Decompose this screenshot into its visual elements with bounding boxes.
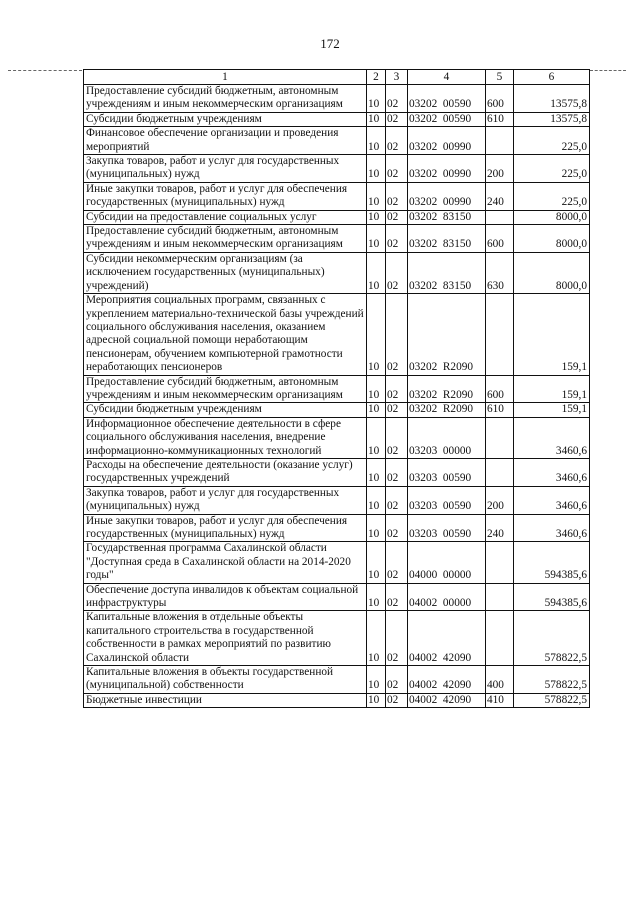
budget-table xyxy=(83,69,590,708)
table-row xyxy=(84,85,590,113)
target-article-cell: 04002 00000 xyxy=(408,583,486,611)
description-cell: Расходы на обеспечение деятельности (оказание услуг) государственных учреждений xyxy=(84,458,367,486)
table-row xyxy=(84,514,590,542)
description-cell: Субсидии бюджетным учреждениям xyxy=(84,403,367,417)
amount-cell: 225,0 xyxy=(514,155,590,183)
target-article-cell: 04002 42090 xyxy=(408,611,486,666)
target-article-cell: 03203 00590 xyxy=(408,458,486,486)
section-code-cell: 10 xyxy=(367,542,386,583)
subsection-code-cell: 02 xyxy=(386,542,408,583)
description-cell: Государственная программа Сахалинской области "Доступная среда в Сахалинской области на 2014-2020 годы" xyxy=(84,542,367,583)
target-article-cell: 03202 83150 xyxy=(408,210,486,224)
target-article-cell: 03202 00590 xyxy=(408,85,486,113)
amount-cell: 13575,8 xyxy=(514,112,590,126)
amount-cell: 578822,5 xyxy=(514,666,590,694)
table-row xyxy=(84,155,590,183)
description-cell: Субсидии на предоставление социальных услуг xyxy=(84,210,367,224)
amount-cell: 159,1 xyxy=(514,403,590,417)
section-code-cell: 10 xyxy=(367,375,386,403)
section-code-cell: 10 xyxy=(367,182,386,210)
section-code-cell: 10 xyxy=(367,583,386,611)
table-row xyxy=(84,225,590,253)
table-row xyxy=(84,182,590,210)
target-article-cell: 03202 00990 xyxy=(408,182,486,210)
expense-type-cell: 410 xyxy=(486,693,514,707)
table-row xyxy=(84,583,590,611)
section-code-cell: 10 xyxy=(367,155,386,183)
subsection-code-cell: 02 xyxy=(386,583,408,611)
section-code-cell: 10 xyxy=(367,458,386,486)
header-cell: 2 xyxy=(367,70,386,85)
amount-cell: 159,1 xyxy=(514,375,590,403)
expense-type-cell: 630 xyxy=(486,252,514,293)
amount-cell: 3460,6 xyxy=(514,486,590,514)
expense-type-cell: 240 xyxy=(486,182,514,210)
subsection-code-cell: 02 xyxy=(386,225,408,253)
dashed-rule-left xyxy=(8,70,82,71)
amount-cell: 225,0 xyxy=(514,127,590,155)
table-row xyxy=(84,611,590,666)
amount-cell: 3460,6 xyxy=(514,514,590,542)
header-cell: 5 xyxy=(486,70,514,85)
section-code-cell: 10 xyxy=(367,112,386,126)
subsection-code-cell: 02 xyxy=(386,375,408,403)
description-cell: Закупка товаров, работ и услуг для государственных (муниципальных) нужд xyxy=(84,155,367,183)
section-code-cell: 10 xyxy=(367,666,386,694)
amount-cell: 3460,6 xyxy=(514,458,590,486)
expense-type-cell: 200 xyxy=(486,155,514,183)
description-cell: Иные закупки товаров, работ и услуг для обеспечения государственных (муниципальных) нужд xyxy=(84,182,367,210)
expense-type-cell xyxy=(486,458,514,486)
description-cell: Предоставление субсидий бюджетным, автономным учреждениям и иным некоммерческим организациям xyxy=(84,375,367,403)
expense-type-cell xyxy=(486,417,514,458)
section-code-cell: 10 xyxy=(367,294,386,375)
section-code-cell: 10 xyxy=(367,417,386,458)
expense-type-cell: 600 xyxy=(486,375,514,403)
target-article-cell: 04002 42090 xyxy=(408,693,486,707)
subsection-code-cell: 02 xyxy=(386,155,408,183)
section-code-cell: 10 xyxy=(367,514,386,542)
target-article-cell: 04002 42090 xyxy=(408,666,486,694)
description-cell: Иные закупки товаров, работ и услуг для обеспечения государственных (муниципальных) нужд xyxy=(84,514,367,542)
target-article-cell: 03203 00590 xyxy=(408,514,486,542)
table-row xyxy=(84,294,590,375)
table-row xyxy=(84,112,590,126)
expense-type-cell xyxy=(486,294,514,375)
section-code-cell: 10 xyxy=(367,85,386,113)
table-row xyxy=(84,693,590,707)
expense-type-cell: 600 xyxy=(486,225,514,253)
expense-type-cell xyxy=(486,542,514,583)
amount-cell: 225,0 xyxy=(514,182,590,210)
target-article-cell: 03202 00990 xyxy=(408,127,486,155)
subsection-code-cell: 02 xyxy=(386,458,408,486)
expense-type-cell xyxy=(486,583,514,611)
table-row xyxy=(84,458,590,486)
description-cell: Бюджетные инвестиции xyxy=(84,693,367,707)
dashed-rule-right xyxy=(590,70,626,71)
section-code-cell: 10 xyxy=(367,225,386,253)
target-article-cell: 03202 83150 xyxy=(408,252,486,293)
subsection-code-cell: 02 xyxy=(386,210,408,224)
description-cell: Информационное обеспечение деятельности в сфере социального обслуживания населения, внедрение информационно-коммуникационных технологий xyxy=(84,417,367,458)
amount-cell: 8000,0 xyxy=(514,210,590,224)
expense-type-cell: 400 xyxy=(486,666,514,694)
amount-cell: 159,1 xyxy=(514,294,590,375)
target-article-cell: 03202 R2090 xyxy=(408,375,486,403)
amount-cell: 594385,6 xyxy=(514,542,590,583)
target-article-cell: 03203 00000 xyxy=(408,417,486,458)
table-row xyxy=(84,403,590,417)
description-cell: Капитальные вложения в объекты государственной (муниципальной) собственности xyxy=(84,666,367,694)
description-cell: Капитальные вложения в отдельные объекты капитального строительства в государственной собственности в рамках мероприятий по развитию Сахалинской области xyxy=(84,611,367,666)
target-article-cell: 03202 00590 xyxy=(408,112,486,126)
expense-type-cell: 200 xyxy=(486,486,514,514)
target-article-cell: 03202 R2090 xyxy=(408,294,486,375)
subsection-code-cell: 02 xyxy=(386,112,408,126)
table-row xyxy=(84,127,590,155)
expense-type-cell xyxy=(486,210,514,224)
section-code-cell: 10 xyxy=(367,486,386,514)
subsection-code-cell: 02 xyxy=(386,182,408,210)
expense-type-cell: 240 xyxy=(486,514,514,542)
subsection-code-cell: 02 xyxy=(386,417,408,458)
description-cell: Финансовое обеспечение организации и проведения мероприятий xyxy=(84,127,367,155)
subsection-code-cell: 02 xyxy=(386,666,408,694)
table-row xyxy=(84,486,590,514)
expense-type-cell: 600 xyxy=(486,85,514,113)
target-article-cell: 04000 00000 xyxy=(408,542,486,583)
section-code-cell: 10 xyxy=(367,210,386,224)
subsection-code-cell: 02 xyxy=(386,403,408,417)
subsection-code-cell: 02 xyxy=(386,693,408,707)
subsection-code-cell: 02 xyxy=(386,294,408,375)
subsection-code-cell: 02 xyxy=(386,514,408,542)
description-cell: Субсидии некоммерческим организациям (за исключением государственных (муниципальных) учреждений) xyxy=(84,252,367,293)
section-code-cell: 10 xyxy=(367,611,386,666)
subsection-code-cell: 02 xyxy=(386,486,408,514)
section-code-cell: 10 xyxy=(367,127,386,155)
table-row xyxy=(84,375,590,403)
amount-cell: 13575,8 xyxy=(514,85,590,113)
page-number: 172 xyxy=(320,36,340,51)
section-code-cell: 10 xyxy=(367,403,386,417)
target-article-cell: 03202 R2090 xyxy=(408,403,486,417)
table-row xyxy=(84,252,590,293)
section-code-cell: 10 xyxy=(367,252,386,293)
description-cell: Закупка товаров, работ и услуг для государственных (муниципальных) нужд xyxy=(84,486,367,514)
subsection-code-cell: 02 xyxy=(386,127,408,155)
description-cell: Обеспечение доступа инвалидов к объектам социальной инфраструктуры xyxy=(84,583,367,611)
header-row xyxy=(84,70,590,85)
header-cell: 4 xyxy=(408,70,486,85)
expense-type-cell xyxy=(486,611,514,666)
description-cell: Субсидии бюджетным учреждениям xyxy=(84,112,367,126)
header-cell: 6 xyxy=(514,70,590,85)
description-cell: Предоставление субсидий бюджетным, автономным учреждениям и иным некоммерческим организациям xyxy=(84,225,367,253)
table-row xyxy=(84,210,590,224)
header-cell: 1 xyxy=(84,70,367,85)
amount-cell: 594385,6 xyxy=(514,583,590,611)
amount-cell: 8000,0 xyxy=(514,225,590,253)
table-row xyxy=(84,542,590,583)
expense-type-cell: 610 xyxy=(486,112,514,126)
subsection-code-cell: 02 xyxy=(386,252,408,293)
section-code-cell: 10 xyxy=(367,693,386,707)
target-article-cell: 03203 00590 xyxy=(408,486,486,514)
amount-cell: 8000,0 xyxy=(514,252,590,293)
description-cell: Мероприятия социальных программ, связанных с укреплением материально-технической базы учреждений социального обслуживания населения, оказанием адресной социальной помощи неработающим пенсионерам, обучением компьютерной грамотности неработающих пенсионеров xyxy=(84,294,367,375)
target-article-cell: 03202 00990 xyxy=(408,155,486,183)
table-row xyxy=(84,666,590,694)
header-cell: 3 xyxy=(386,70,408,85)
table-row xyxy=(84,417,590,458)
amount-cell: 3460,6 xyxy=(514,417,590,458)
amount-cell: 578822,5 xyxy=(514,693,590,707)
target-article-cell: 03202 83150 xyxy=(408,225,486,253)
amount-cell: 578822,5 xyxy=(514,611,590,666)
expense-type-cell xyxy=(486,127,514,155)
subsection-code-cell: 02 xyxy=(386,611,408,666)
subsection-code-cell: 02 xyxy=(386,85,408,113)
expense-type-cell: 610 xyxy=(486,403,514,417)
description-cell: Предоставление субсидий бюджетным, автономным учреждениям и иным некоммерческим организациям xyxy=(84,85,367,113)
